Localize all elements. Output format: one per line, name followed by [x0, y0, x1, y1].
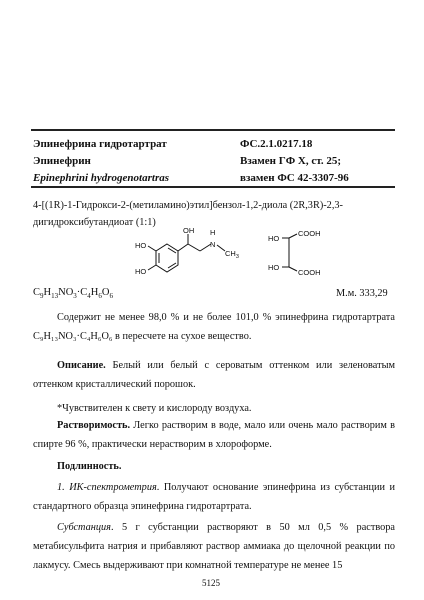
header-rule-bottom — [31, 186, 395, 188]
replaces-fs: взамен ФС 42-3307-96 — [240, 172, 349, 184]
substance-text: . 5 г субстанции растворяют в 50 мл 0,5 % раствора метабисульфита натрия и прибавляют раствор аммиака до щелочной реакции по лакмусу. Смесь выдерживают при комнатной температуре не менее 15 — [33, 522, 395, 571]
tartaric-cooh-bottom: COOH — [298, 268, 321, 277]
n-label: N — [210, 240, 216, 249]
nh-h-label: H — [210, 228, 216, 237]
replaces-gf: Взамен ГФ X, ст. 25; — [240, 155, 341, 167]
molecular-formula: $C_9H_{13}NO_3\cdot C_4H_6O_6$ — [33, 287, 113, 301]
ir-text: . Получают основание эпинефрина из субстанции и стандартного образца эпинефрина гидротартрата. — [33, 482, 395, 512]
molecular-weight: М.м. 333,29 — [336, 288, 388, 299]
oh-label: OH — [183, 226, 195, 235]
description-paragraph — [33, 356, 395, 394]
tartaric-ho-top: HO — [268, 234, 280, 243]
solubility-text: Легко растворим в воде, мало или очень мало растворим в спирте 96 %, практически нерастворим в хлороформе. — [33, 420, 395, 450]
identity-heading: Подлинность. — [57, 461, 122, 472]
solubility-label: Растворимость. — [57, 420, 131, 431]
substance-paragraph — [33, 518, 395, 575]
ho-label-bottom: HO — [135, 267, 147, 276]
russian-name: Эпинефрин — [33, 155, 91, 167]
sensitivity-note: *Чувствителен к свету и кислороду воздуха. — [57, 403, 252, 414]
monograph-title: Эпинефрина гидротартрат — [33, 138, 167, 150]
header-rule-top — [31, 129, 395, 131]
ir-paragraph — [33, 478, 395, 516]
tartaric-cooh-top: COOH — [298, 229, 321, 238]
ho-label-top: HO — [135, 241, 147, 250]
chemical-name: 4-[(1R)-1-Гидрокси-2-(метиламино)этил]бензол-1,2-диола (2R,3R)-2,3-дигидроксибутандиоат (1:1) — [33, 200, 343, 228]
ir-label: 1. ИК-спектрометрия — [57, 482, 157, 493]
solubility-paragraph — [33, 416, 395, 454]
content-paragraph: Содержит не менее 98,0 % и не более 101,0 % эпинефрина гидротартрата C₉H₁₃NO₃·C₄H₆O₆ в пересчете на сухое вещество. — [33, 312, 395, 342]
description-label: Описание. — [57, 360, 106, 371]
structural-formula — [125, 225, 355, 287]
page-number: 5125 — [202, 578, 220, 588]
substance-label: Субстанция — [57, 522, 111, 533]
ch3-label: $CH_3$ — [225, 249, 239, 260]
fs-number: ФС.2.1.0217.18 — [240, 138, 313, 150]
latin-name: Epinephrini hydrogenotartras — [33, 172, 170, 184]
tartaric-ho-bottom: HO — [268, 263, 280, 272]
description-text: Белый или белый с сероватым оттенком или зеленоватым оттенком кристаллический порошок. — [33, 360, 395, 390]
